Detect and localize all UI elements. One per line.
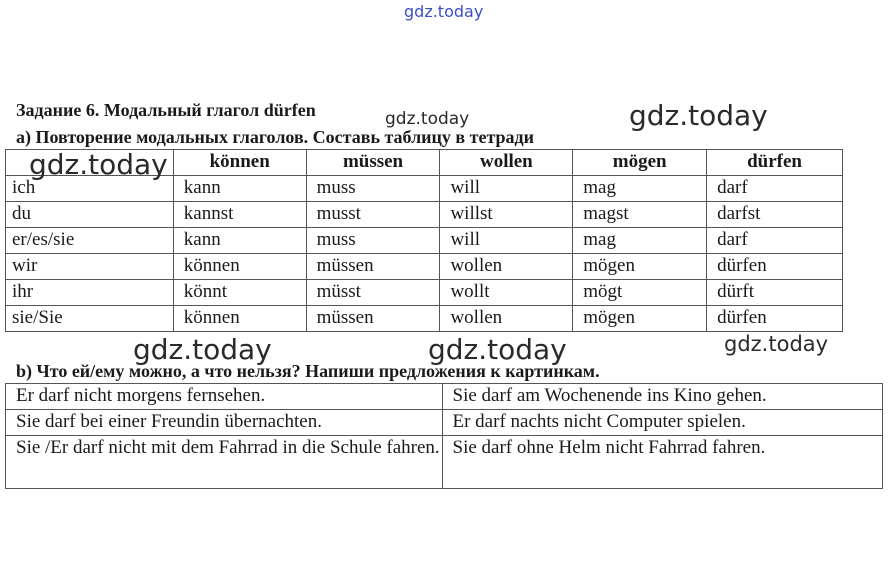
header-cell: wollen — [440, 150, 573, 176]
part-b-heading: b) Что ей/ему можно, а что нельзя? Напиши предложения к картинкам. — [16, 361, 600, 381]
table-cell: dürfen — [707, 306, 843, 332]
pronoun-cell: wir — [6, 254, 174, 280]
watermark-top: gdz.today — [404, 2, 484, 21]
watermark: gdz.today — [724, 332, 829, 356]
table-cell: dürfen — [707, 254, 843, 280]
table-row — [6, 306, 843, 332]
table-cell: müssen — [306, 306, 440, 332]
table-cell: können — [173, 254, 306, 280]
table-cell: mag — [573, 176, 707, 202]
table-cell: kann — [173, 228, 306, 254]
table-row — [6, 202, 843, 228]
table-cell: wollen — [440, 306, 573, 332]
table-cell: können — [173, 306, 306, 332]
header-cell: mögen — [573, 150, 707, 176]
header-cell: können — [173, 150, 306, 176]
watermark: gdz.today — [385, 109, 470, 129]
table-cell: mögt — [573, 280, 707, 306]
table-cell: müssen — [306, 254, 440, 280]
table-row — [6, 254, 843, 280]
table-cell: will — [440, 176, 573, 202]
pronoun-cell: sie/Sie — [6, 306, 174, 332]
pronoun-cell: ihr — [6, 280, 174, 306]
table-cell: will — [440, 228, 573, 254]
watermark: gdz.today — [629, 99, 768, 132]
table-row — [6, 228, 843, 254]
table-cell: darfst — [707, 202, 843, 228]
sentences-table — [5, 383, 883, 489]
table-cell: musst — [306, 202, 440, 228]
sentence-cell: Sie darf am Wochenende ins Kino gehen. — [442, 384, 883, 410]
table-cell: kann — [173, 176, 306, 202]
pronoun-cell: ich — [6, 176, 174, 202]
table-cell: kannst — [173, 202, 306, 228]
header-cell: dürfen — [707, 150, 843, 176]
table-cell: mögen — [573, 306, 707, 332]
table-row — [6, 410, 883, 436]
table-cell: wollen — [440, 254, 573, 280]
watermark: gdz.today — [133, 333, 272, 366]
table-cell: dürft — [707, 280, 843, 306]
sentence-cell: Er darf nachts nicht Computer spielen. — [442, 410, 883, 436]
sentence-cell: Sie /Er darf nicht mit dem Fahrrad in die Schule fahren. — [6, 436, 443, 489]
table-row — [6, 280, 843, 306]
part-a-heading: а) Повторение модальных глаголов. Составь таблицу в тетради — [16, 127, 535, 147]
table-row — [6, 436, 883, 489]
table-cell: muss — [306, 176, 440, 202]
table-cell: mögen — [573, 254, 707, 280]
watermark: gdz.today — [428, 333, 567, 366]
table-cell: willst — [440, 202, 573, 228]
pronoun-cell: er/es/sie — [6, 228, 174, 254]
pronoun-cell: du — [6, 202, 174, 228]
table-cell: wollt — [440, 280, 573, 306]
sentence-cell: Er darf nicht morgens fernsehen. — [6, 384, 443, 410]
table-row — [6, 384, 883, 410]
sentence-cell: Sie darf bei einer Freundin übernachten. — [6, 410, 443, 436]
table-cell: könnt — [173, 280, 306, 306]
table-cell: darf — [707, 228, 843, 254]
table-cell: magst — [573, 202, 707, 228]
table-cell: darf — [707, 176, 843, 202]
sentence-cell: Sie darf ohne Helm nicht Fahrrad fahren. — [442, 436, 883, 489]
watermark: gdz.today — [29, 148, 168, 181]
task-title: Задание 6. Модальный глагол dürfen — [16, 100, 316, 120]
table-cell: muss — [306, 228, 440, 254]
header-cell: müssen — [306, 150, 440, 176]
table-cell: müsst — [306, 280, 440, 306]
table-cell: mag — [573, 228, 707, 254]
